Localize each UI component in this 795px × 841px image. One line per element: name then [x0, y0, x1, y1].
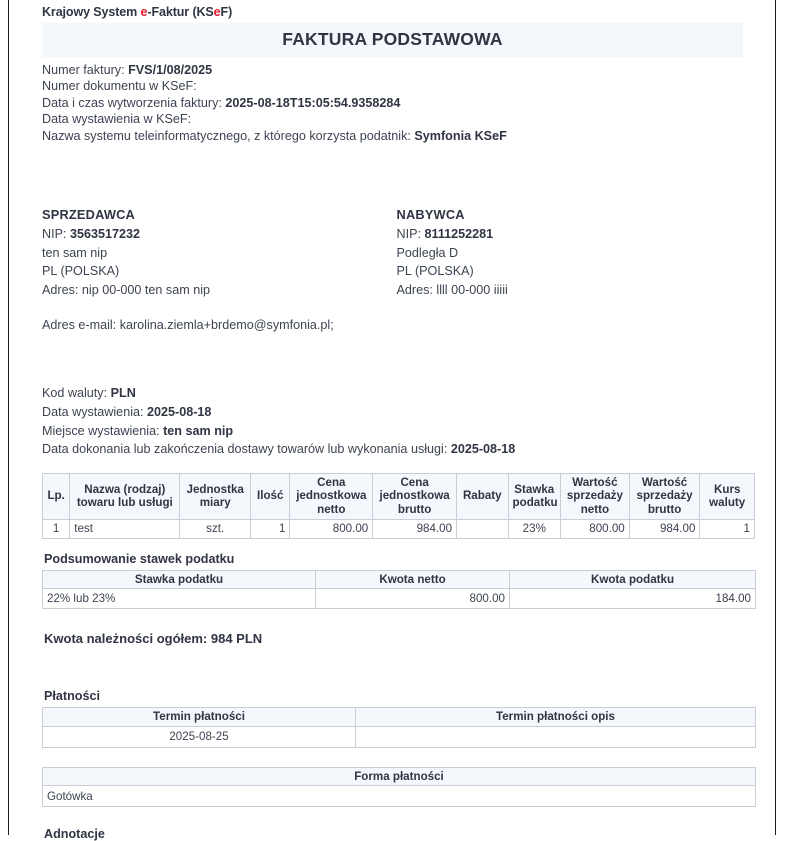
buyer-address-value: llll 00-000 iiiii — [436, 282, 508, 297]
payment-due-date-value: 2025-08-25 — [43, 726, 356, 747]
items-table-header-row — [43, 473, 755, 519]
parties-section — [42, 207, 743, 299]
meta-system-name — [42, 128, 743, 144]
meta-issue-place — [42, 422, 743, 441]
meta-invoice-number-label: Numer faktury: — [42, 63, 125, 77]
buyer-country — [397, 262, 744, 281]
meta-delivery-date — [42, 440, 743, 459]
vat-rate-value: 22% lub 23% — [43, 589, 316, 609]
meta-ksef-issue-date — [42, 111, 743, 127]
buyer-nip-label: NIP: — [396, 227, 421, 242]
document-meta-block — [42, 384, 743, 458]
item-discount — [457, 519, 509, 538]
seller-nip-value: 3563517232 — [70, 227, 141, 242]
meta-created-datetime-value: 2025-08-18T15:05:54.9358284 — [225, 95, 401, 110]
payment-form-header-row — [43, 767, 756, 786]
seller-nip — [42, 225, 393, 244]
table-row — [43, 786, 756, 807]
meta-ksef-document-number — [42, 78, 743, 94]
vat-col-tax-amount: Kwota podatku — [510, 570, 756, 589]
meta-system-name-label: Nazwa systemu teleinformatycznego, z którego korzysta podatnik: — [42, 128, 411, 143]
meta-created-datetime-label: Data i czas wytworzenia faktury: — [42, 95, 222, 110]
buyer-country-code: PL — [396, 264, 412, 279]
meta-invoice-number — [42, 62, 743, 78]
item-quantity: 1 — [251, 519, 290, 538]
item-gross-value: 984.00 — [629, 519, 700, 538]
total-amount-label: Kwota należności ogółem: — [44, 631, 208, 647]
item-exchange-rate: 1 — [700, 519, 755, 538]
seller-block — [42, 207, 393, 299]
seller-country — [42, 262, 393, 281]
seller-email-label: Adres e-mail: — [42, 318, 117, 333]
buyer-name: Podległa D — [396, 245, 459, 260]
seller-country-name: (POLSKA) — [60, 264, 120, 279]
ksef-logo-e-first: e — [140, 5, 148, 19]
buyer-title: NABYWCA — [396, 207, 465, 223]
vat-col-rate: Stawka podatku — [43, 570, 316, 589]
vat-table-header-row — [43, 570, 756, 589]
meta-system-name-value: Symfonia KSeF — [414, 128, 507, 143]
seller-title: SPRZEDAWCA — [42, 207, 136, 223]
meta-issue-date — [42, 403, 743, 422]
ksef-logo-e-second: e — [213, 5, 221, 19]
buyer-block — [393, 207, 744, 299]
item-unit-net-price: 800.00 — [290, 519, 373, 538]
meta-currency-label: Kod waluty: — [42, 386, 108, 401]
items-col-vat-rate: Stawka podatku — [508, 473, 561, 519]
meta-delivery-date-label: Data dokonania lub zakończenia dostawy towarów lub wykonania usługi: — [42, 442, 448, 457]
seller-address — [42, 281, 393, 300]
seller-address-label: Adres: — [42, 282, 79, 297]
items-col-lp: Lp. — [43, 473, 70, 519]
seller-email-value: karolina.ziemla+brdemo@symfonia.pl; — [119, 318, 334, 333]
items-col-discounts: Rabaty — [457, 473, 509, 519]
buyer-nip-value: 8111252281 — [424, 227, 494, 242]
buyer-address — [397, 281, 744, 300]
table-row — [43, 726, 756, 747]
item-name: test — [70, 519, 180, 538]
items-col-unit-net-price: Cena jednostkowa netto — [290, 473, 373, 519]
payments-heading: Płatności — [44, 689, 100, 704]
item-unit: szt. — [180, 519, 251, 538]
vat-summary-table — [42, 570, 756, 610]
payment-terms-header-row — [43, 708, 756, 727]
payment-due-description-value — [356, 726, 756, 747]
items-col-gross-value: Wartość sprzedaży brutto — [629, 473, 700, 519]
meta-issue-date-value: 2025-08-18 — [147, 405, 212, 419]
total-amount-line — [44, 631, 743, 646]
item-lp: 1 — [43, 519, 70, 538]
total-amount-value: 984 PLN — [210, 631, 263, 647]
meta-created-datetime — [42, 95, 743, 111]
buyer-country-name: (POLSKA) — [414, 264, 474, 279]
payment-col-due-description: Termin płatności opis — [356, 708, 756, 727]
payment-col-due-date: Termin płatności — [43, 708, 356, 727]
annotations-heading: Adnotacje — [44, 827, 105, 841]
meta-ksef-issue-date-label: Data wystawienia w KSeF: — [42, 112, 192, 127]
seller-email-line — [42, 317, 743, 333]
ksef-logo-suffix: F) — [220, 5, 233, 19]
vat-col-net-amount: Kwota netto — [316, 570, 510, 589]
payment-col-form: Forma płatności — [43, 767, 756, 786]
seller-nip-label: NIP: — [42, 227, 67, 242]
payment-form-value: Gotówka — [43, 786, 756, 807]
meta-issue-date-label: Data wystawienia: — [42, 405, 144, 419]
meta-issue-place-value: ten sam nip — [163, 423, 234, 438]
table-row — [43, 519, 755, 538]
vat-tax-amount-value: 184.00 — [510, 589, 756, 609]
ksef-logo-middle: -Faktur (KS — [147, 5, 214, 19]
items-col-unit-gross-price: Cena jednostkowa brutto — [373, 473, 457, 519]
buyer-address-label: Adres: — [396, 282, 433, 297]
buyer-nip — [397, 225, 744, 244]
vat-summary-heading: Podsumowanie stawek podatku — [44, 551, 235, 566]
meta-currency — [42, 384, 743, 403]
seller-address-value: nip 00-000 ten sam nip — [81, 282, 211, 297]
invoice-items-table — [42, 473, 755, 539]
seller-name: ten sam nip — [42, 245, 108, 260]
vat-net-amount-value: 800.00 — [316, 589, 510, 609]
items-col-exchange-rate: Kurs waluty — [700, 473, 755, 519]
ksef-logo-prefix: Krajowy System — [42, 5, 141, 19]
meta-currency-value: PLN — [110, 386, 136, 401]
meta-ksef-document-number-label: Numer dokumentu w KSeF: — [42, 79, 197, 94]
seller-country-code: PL — [42, 264, 57, 279]
item-vat-rate: 23% — [508, 519, 561, 538]
invoice-content — [9, 0, 775, 841]
meta-invoice-number-value: FVS/1/08/2025 — [128, 63, 213, 77]
items-col-net-value: Wartość sprzedaży netto — [561, 473, 630, 519]
invoice-meta-block — [42, 62, 743, 144]
items-col-unit: Jednostka miary — [180, 473, 251, 519]
payment-form-table — [42, 767, 756, 808]
document-title: FAKTURA PODSTAWOWA — [42, 23, 743, 57]
items-col-quantity: Ilość — [251, 473, 290, 519]
meta-issue-place-label: Miejsce wystawienia: — [42, 423, 160, 438]
item-unit-gross-price: 984.00 — [373, 519, 457, 538]
ksef-logo — [42, 5, 743, 19]
payment-terms-table — [42, 707, 756, 748]
items-col-name: Nazwa (rodzaj) towaru lub usługi — [70, 473, 180, 519]
table-row — [43, 589, 756, 609]
item-net-value: 800.00 — [561, 519, 630, 538]
invoice-page — [8, 0, 776, 841]
meta-delivery-date-value: 2025-08-18 — [450, 442, 516, 457]
